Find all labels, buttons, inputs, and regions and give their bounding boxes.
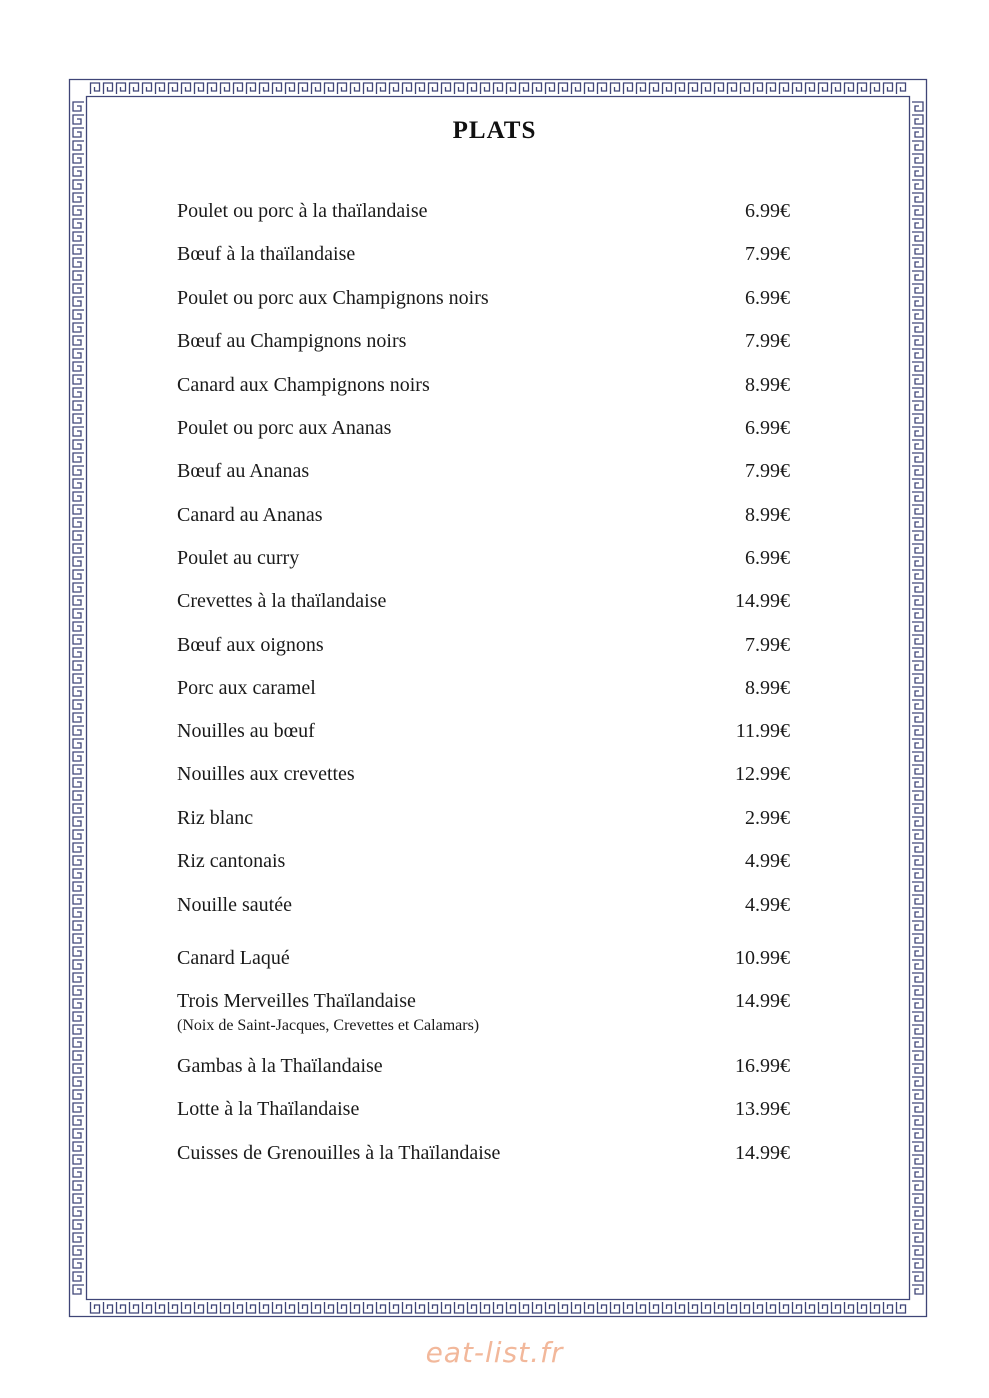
item-price: 4.99€ bbox=[745, 850, 790, 872]
item-name: Riz blanc bbox=[177, 807, 254, 829]
item-price: 13.99€ bbox=[735, 1098, 790, 1120]
item-price: 16.99€ bbox=[735, 1055, 790, 1077]
item-price: 12.99€ bbox=[735, 763, 790, 785]
page-title: PLATS bbox=[452, 117, 537, 144]
item-name: Gambas à la Thaïlandaise bbox=[177, 1055, 383, 1077]
item-description: (Noix de Saint-Jacques, Crevettes et Calamars) bbox=[177, 1017, 480, 1034]
item-name: Lotte à la Thaïlandaise bbox=[177, 1098, 360, 1120]
item-name: Poulet ou porc aux Champignons noirs bbox=[177, 287, 489, 309]
item-name: Trois Merveilles Thaïlandaise bbox=[177, 990, 416, 1012]
item-name: Nouilles aux crevettes bbox=[177, 763, 355, 785]
item-price: 14.99€ bbox=[735, 1142, 790, 1164]
item-name: Cuisses de Grenouilles à la Thaïlandaise bbox=[177, 1142, 501, 1164]
item-price: 6.99€ bbox=[745, 547, 790, 569]
item-price: 14.99€ bbox=[735, 590, 790, 612]
item-price: 8.99€ bbox=[745, 374, 790, 396]
item-price: 4.99€ bbox=[745, 894, 790, 916]
item-name: Crevettes à la thaïlandaise bbox=[177, 590, 387, 612]
item-name: Poulet au curry bbox=[177, 547, 300, 569]
item-price: 7.99€ bbox=[745, 243, 790, 265]
item-name: Canard Laqué bbox=[177, 947, 290, 969]
item-name: Nouilles au bœuf bbox=[177, 720, 315, 742]
item-name: Bœuf au Champignons noirs bbox=[177, 330, 407, 352]
item-name: Bœuf au Ananas bbox=[177, 460, 310, 482]
item-name: Porc aux caramel bbox=[177, 677, 316, 699]
item-name: Canard aux Champignons noirs bbox=[177, 374, 430, 396]
item-price: 6.99€ bbox=[745, 287, 790, 309]
item-name: Nouille sautée bbox=[177, 894, 292, 916]
item-price: 8.99€ bbox=[745, 504, 790, 526]
item-name: Poulet ou porc à la thaïlandaise bbox=[177, 200, 428, 222]
item-price: 7.99€ bbox=[745, 460, 790, 482]
item-name: Bœuf à la thaïlandaise bbox=[177, 243, 356, 265]
item-name: Canard au Ananas bbox=[177, 504, 323, 526]
item-price: 7.99€ bbox=[745, 634, 790, 656]
item-price: 11.99€ bbox=[735, 720, 790, 742]
item-price: 6.99€ bbox=[745, 417, 790, 439]
item-name: Riz cantonais bbox=[177, 850, 286, 872]
item-price: 6.99€ bbox=[745, 200, 790, 222]
item-price: 14.99€ bbox=[735, 990, 790, 1012]
item-name: Poulet ou porc aux Ananas bbox=[177, 417, 392, 439]
item-price: 10.99€ bbox=[735, 947, 790, 969]
item-name: Bœuf aux oignons bbox=[177, 634, 324, 656]
item-price: 7.99€ bbox=[745, 330, 790, 352]
watermark: eat-list.fr bbox=[425, 1336, 564, 1369]
item-price: 8.99€ bbox=[745, 677, 790, 699]
item-price: 2.99€ bbox=[745, 807, 790, 829]
